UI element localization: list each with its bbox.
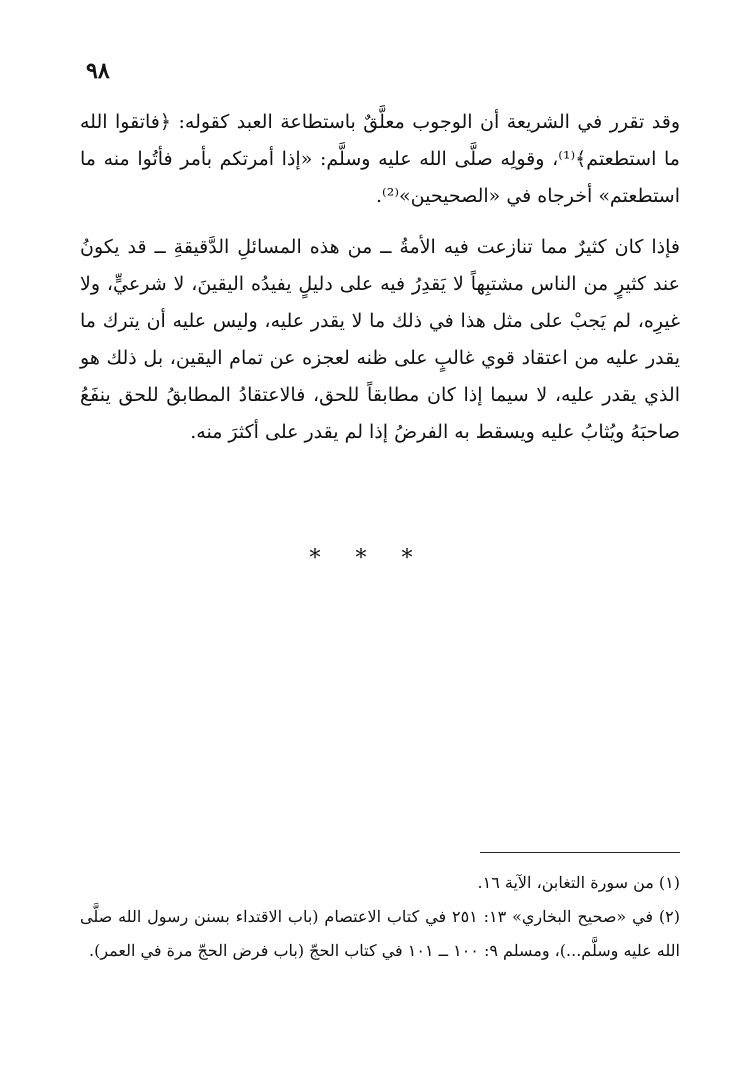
paragraph-1: وقد تقرر في الشريعة أن الوجوب معلَّقٌ باستطاعة العبد كقوله: ﴿فاتقوا الله ما استطعتم﴾⁽¹⁾، وقولِه صلَّى الله عليه وسلَّم: «إذا أمرتكم بأمر فأتُوا منه ما استطعتم» أخرجاه في «الصحيحين»⁽²⁾. xyxy=(80,111,680,207)
footnote-1: (١) من سورة التغابن، الآية ١٦. xyxy=(477,873,680,892)
section-separator: * * * xyxy=(309,546,427,571)
page-number: ٩٨ xyxy=(86,58,110,84)
footnotes xyxy=(80,866,680,968)
main-text xyxy=(80,104,680,451)
paragraph-2: فإذا كان كثيرٌ مما تنازعت فيه الأمةُ ــ من هذه المسائلِ الدَّقيقةِ ــ قد يكونُ عند كثيرٍ من الناس مشتبِهاً لا يَقدِرُ فيه على دليلٍ يفيدُه اليقينَ، لا شرعيٍّ، ولا غيرِه، لم يَجبْ على مثل هذا في ذلك ما لا يقدر عليه، وليس عليه أن يترك ما يقدر عليه من اعتقاد قوي غالبٍ على ظنه لعجزه عن تمام اليقين، بل ذلك هو الذي يقدر عليه، لا سيما إذا كان مطابقاً للحق، فالاعتقادُ المطابقُ للحق ينفَعُ صاحبَهُ ويُثابُ عليه ويسقط به الفرضُ إذا لم يقدر على أكثرَ منه. xyxy=(80,236,680,443)
footnote-2: (٢) في «صحيح البخاري» ١٣: ٢٥١ في كتاب الاعتصام (باب الاقتداء بسنن رسول الله صلَّى الله عليه وسلَّم...)، ومسلم ٩: ١٠٠ ــ ١٠١ في كتاب الحجّ (باب فرض الحجّ مرة في العمر). xyxy=(80,907,680,960)
footnote-divider xyxy=(480,852,680,853)
